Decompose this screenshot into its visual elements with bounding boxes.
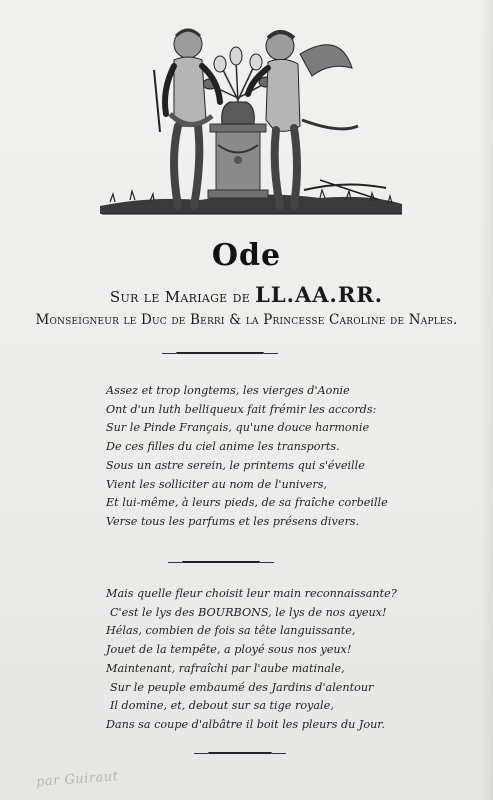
pencil-annotation: par Guiraut — [35, 769, 119, 790]
verse-line: Hélas, combien de fois sa tête languissante, — [106, 624, 356, 638]
ornamental-rule-top — [176, 352, 264, 354]
left-figure — [154, 30, 220, 206]
stanza-1 — [106, 382, 486, 532]
stanza-2 — [106, 585, 486, 735]
verse-line: Jouet de la tempête, a ployé sous nos yeux! — [106, 643, 352, 657]
verse-line: Assez et trop longtems, les vierges d'Aonie — [106, 384, 350, 397]
verse-line: Il domine, et, debout sur sa tige royale, — [110, 699, 334, 713]
right-figure-cupid — [248, 32, 386, 206]
subtitle-prefix: Sur le Mariage de — [109, 288, 251, 306]
verse-line: Dans sa coupe d'albâtre il boit les pleurs du Jour. — [106, 717, 385, 731]
verse-line: Maintenant, rafraîchi par l'aube matinale, — [106, 661, 345, 675]
poem-title: Ode — [211, 238, 282, 273]
ornamental-rule-bottom — [208, 752, 272, 754]
verse-line: De ces filles du ciel anime les transports. — [106, 440, 340, 454]
verse-line: C'est le lys des BOURBONS, le lys de nos ayeux! — [110, 605, 387, 619]
verse-line: Sous un astre serein, le printems qui s'éveille — [106, 458, 365, 472]
verse-line: Ont d'un luth belliqueux fait frémir les accords: — [106, 402, 377, 416]
verse-line: Verse tous les parfums et les présens divers. — [106, 514, 360, 528]
verse-line: Vient les solliciter au nom de l'univers, — [106, 477, 328, 491]
ornamental-rule-middle — [182, 561, 260, 563]
verse-line: Mais quelle fleur choisit leur main reconnaissante? — [106, 587, 397, 600]
verse-line: Sur le peuple embaumé des Jardins d'alentour — [110, 680, 374, 694]
altar — [208, 124, 268, 198]
dedication-line: Monseigneur le Duc de Berri & la Princesse Caroline de Naples. — [35, 312, 458, 328]
poem-subtitle — [0, 282, 493, 307]
verse-line: Sur le Pinde Français, qu'une douce harmonie — [106, 421, 370, 435]
engraving-vignette — [90, 10, 408, 222]
subtitle-names: LL.AA.RR. — [255, 282, 384, 307]
verse-line: Et lui-même, à leurs pieds, de sa fraîche corbeille — [106, 496, 388, 510]
